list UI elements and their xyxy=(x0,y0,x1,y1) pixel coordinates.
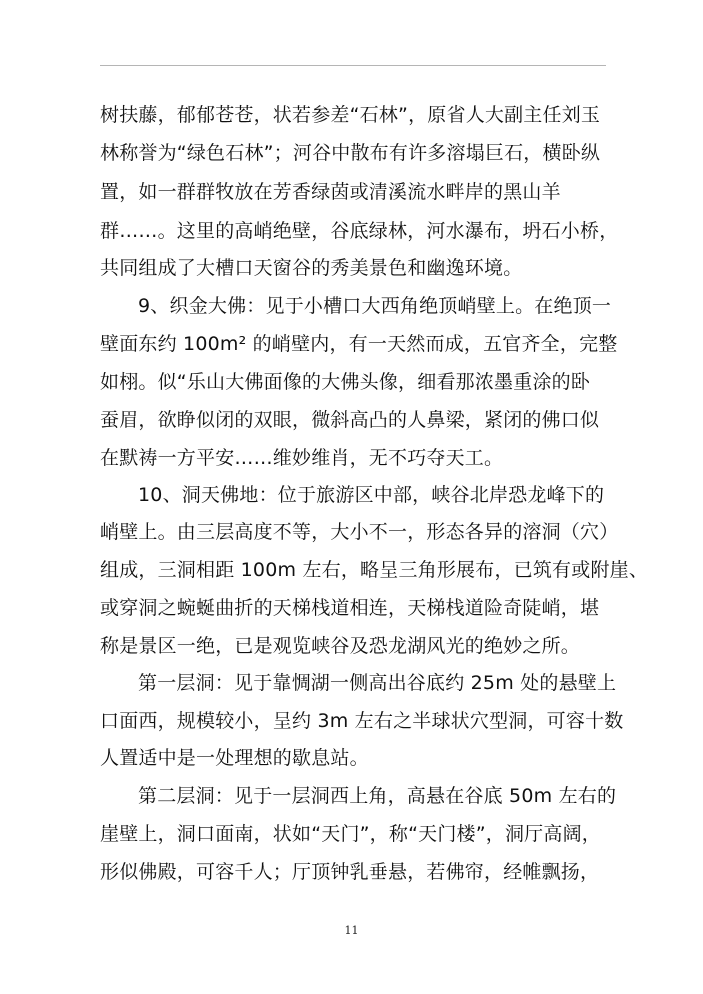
text-line: 或穿洞之蜿蜒曲折的天梯栈道相连，天梯栈道险奇陡峭，堪 xyxy=(100,597,600,619)
page-number: 11 xyxy=(344,924,359,937)
paragraph-start-line: 10、洞天佛地：位于旅游区中部，峡谷北岸恐龙峰下的 xyxy=(138,484,605,506)
paragraph-start-line: 第一层洞：见于靠惆湖一侧高出谷底约 25m 处的悬壁上 xyxy=(138,672,617,694)
text-line: 称是景区一绝，已是观览峡谷及恐龙湖风光的绝妙之所。 xyxy=(100,635,581,657)
paragraph-start-line: 9、织金大佛：见于小槽口大西角绝顶峭壁上。在绝顶一 xyxy=(138,295,612,317)
header-rule xyxy=(100,65,606,66)
text-line: 在默祷一方平安……维妙维肖，无不巧夺天工。 xyxy=(100,447,504,469)
text-line: 形似佛殿，可容千人；厅顶钟乳垂悬，若佛帘，经帷飘扬， xyxy=(100,861,600,883)
text-line: 共同组成了大槽口天窗谷的秀美景色和幽逸环境。 xyxy=(100,257,523,279)
text-line: 林称誉为“绿色石林”；河谷中散布有许多溶塌巨石，横卧纵 xyxy=(100,142,601,164)
text-line: 群……。这里的高峭绝壁，谷底绿林，河水瀑布，坍石小桥， xyxy=(100,220,619,242)
paragraph-start-line: 第二层洞：见于一层洞西上角，高悬在谷底 50m 左右的 xyxy=(138,785,617,807)
text-line: 组成，三洞相距 100m 左右，略呈三角形展布，已筑有或附崖、 xyxy=(100,559,649,581)
text-line: 置，如一群群牧放在芳香绿茵或清溪流水畔岸的黑山羊 xyxy=(100,181,561,203)
text-line: 崖壁上，洞口面南，状如“天门”，称“天门楼”，洞厅高阔， xyxy=(100,823,601,845)
text-line: 如栩。似“乐山大佛面像的大佛头像，细看那浓墨重涂的卧 xyxy=(100,371,591,393)
text-line: 树扶藤，郁郁苍苍，状若参差“石林”，原省人大副主任刘玉 xyxy=(100,104,601,126)
text-line: 人置适中是一处理想的歇息站。 xyxy=(100,747,369,769)
text-line: 口面西，规模较小，呈约 3m 左右之半球状穴型洞，可容十数 xyxy=(100,710,624,732)
text-line: 蚕眉，欲睁似闭的双眼，微斜高凸的人鼻梁，紧闭的佛口似 xyxy=(100,409,600,431)
text-line: 壁面东约 100m² 的峭壁内，有一天然而成，五官齐全，完整 xyxy=(100,333,618,355)
text-line: 峭壁上。由三层高度不等，大小不一，形态各异的溶洞（穴） xyxy=(100,521,619,543)
